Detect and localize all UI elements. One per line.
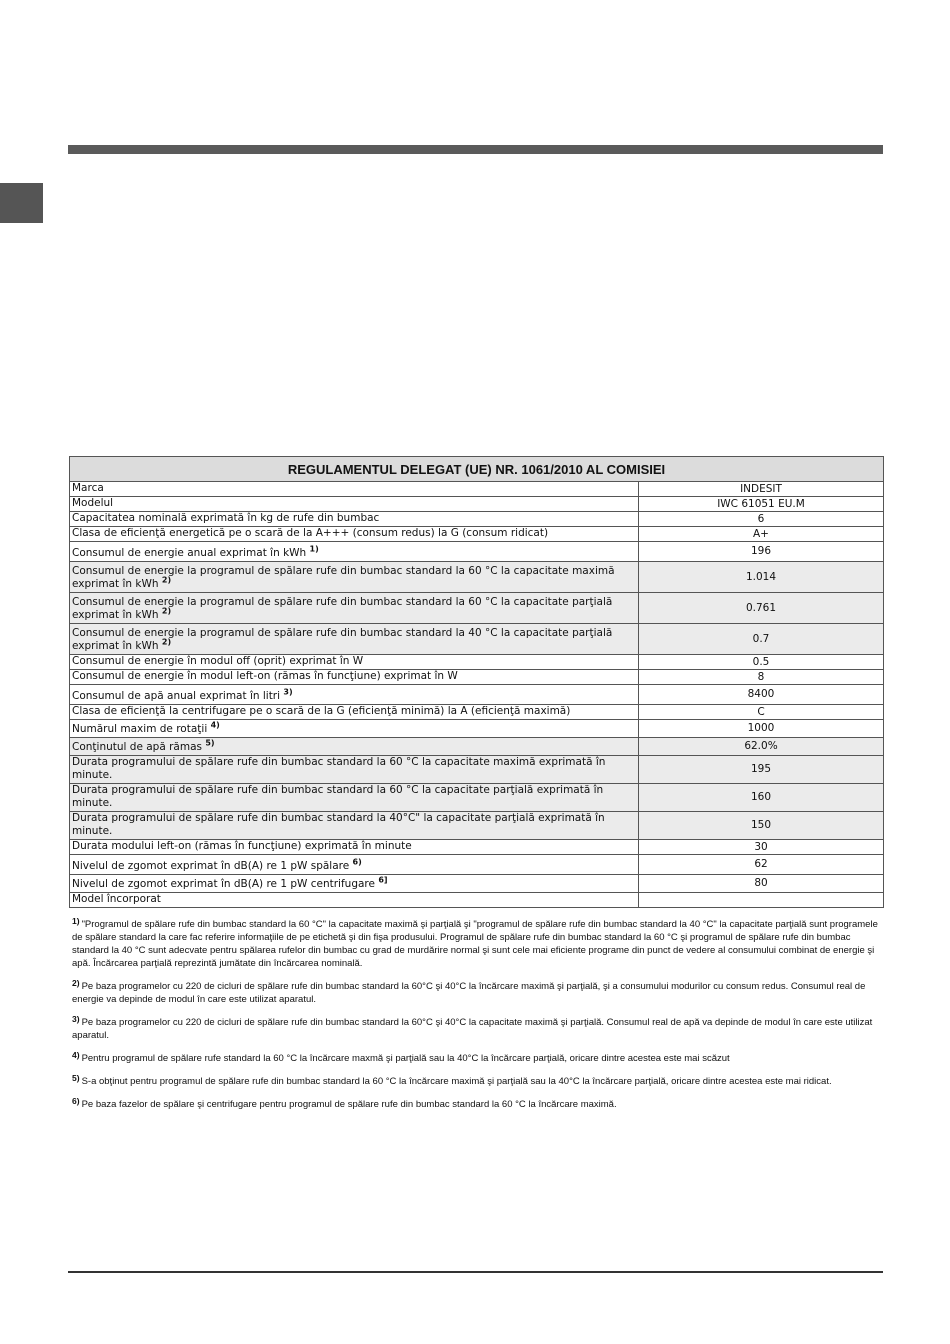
footnote-ref: 3) — [283, 687, 293, 697]
footnote-mark: 6) — [72, 1096, 80, 1106]
footnote — [72, 1049, 884, 1065]
row-value: 1000 — [639, 720, 884, 738]
row-label: Durata programului de spălare rufe din bumbac standard la 40°C" la capacitate parţială exprimată în minute. — [70, 812, 639, 840]
row-value: 0.5 — [639, 655, 884, 670]
row-value — [639, 893, 884, 908]
header-bar — [68, 145, 883, 154]
footnote-mark: 3) — [72, 1014, 80, 1024]
row-value: 6 — [639, 512, 884, 527]
table-row — [70, 784, 884, 812]
table-row — [70, 812, 884, 840]
row-value: 0.761 — [639, 593, 884, 624]
footnote-text: Pe baza programelor cu 220 de cicluri de spălare rufe din bumbac standard la 60°C şi 40°C la capacitate maximă şi parţială. Consumul real de apă va depinde de modul în care este utilizat aparatul. — [72, 1017, 873, 1041]
row-label: Model încorporat — [70, 893, 639, 908]
row-value: A+ — [639, 527, 884, 542]
row-label: Clasa de eficienţă la centrifugare pe o scară de la G (eficienţă minimă) la A (eficienţă maximă) — [70, 705, 639, 720]
language-tab — [0, 183, 43, 223]
footnote-mark: 5) — [72, 1073, 80, 1083]
row-label: Conţinutul de apă rămas $^{5)}$ — [70, 738, 639, 756]
footnote-ref: 5) — [205, 738, 215, 748]
row-label: Clasa de eficienţă energetică pe o scară de la A+++ (consum redus) la G (consum ridicat) — [70, 527, 639, 542]
row-value: 80 — [639, 875, 884, 893]
table-row — [70, 705, 884, 720]
table-row — [70, 542, 884, 562]
footnote-mark: 2) — [72, 978, 80, 988]
footnote-text: "Programul de spălare rufe din bumbac standard la 60 °C" la capacitate maximă şi parţială şi "programul de spălare rufe din bumbac standard la 40 °C" la capacitate parţială sunt programele de spălare standard la care fac referire informaţiile de pe etichetă şi din fişa produsului. Programul de spălare rufe din bumbac standard la 60 °C şi programul de spălare rufe din bumbac standard la 40 °C sunt adecvate pentru spălarea rufelor din bumbac cu grad de murdărire normal şi sunt cele mai eficiente programe din punct de vedere al consumului combinat de energie şi apă. Încărcarea parţială reprezintă jumătate din încărcarea nominală. — [72, 919, 878, 969]
row-value: 8 — [639, 670, 884, 685]
row-value: 62.0% — [639, 738, 884, 756]
footer-rule — [68, 1271, 883, 1273]
table-row — [70, 875, 884, 893]
footnote — [72, 977, 884, 1006]
footnote — [72, 1072, 884, 1088]
energy-label-table — [69, 456, 884, 908]
row-value: 195 — [639, 756, 884, 784]
footnote-ref: 6] — [378, 875, 388, 885]
row-label: Durata modului left-on (rămas în funcţiune) exprimată în minute — [70, 840, 639, 855]
footnote-ref: 6) — [352, 857, 362, 867]
row-label: Consumul de energie la programul de spălare rufe din bumbac standard la 60 °C la capacitate parţială exprimat în kWh $^{2)}$ — [70, 593, 639, 624]
row-label: Consumul de apă anual exprimat în litri $^{3)}$ — [70, 685, 639, 705]
row-value: IWC 61051 EU.M — [639, 497, 884, 512]
footnote-ref: 2) — [161, 606, 172, 616]
table-row — [70, 685, 884, 705]
table-row — [70, 655, 884, 670]
row-value: 160 — [639, 784, 884, 812]
row-label: Capacitatea nominală exprimată în kg de rufe din bumbac — [70, 512, 639, 527]
footnote-ref: 1) — [309, 544, 319, 554]
footnote-ref: 4) — [210, 720, 220, 730]
table-title: REGULAMENTUL DELEGAT (UE) NR. 1061/2010 AL COMISIEI — [70, 457, 884, 482]
row-label: Durata programului de spălare rufe din bumbac standard la 60 °C la capacitate maximă exprimată în minute. — [70, 756, 639, 784]
row-value: C — [639, 705, 884, 720]
footnote — [72, 1095, 884, 1111]
row-value: INDESIT — [639, 482, 884, 497]
table-body — [70, 482, 884, 908]
row-value: 0.7 — [639, 624, 884, 655]
footnote-mark: 1) — [72, 916, 80, 926]
table-row — [70, 720, 884, 738]
row-label: Durata programului de spălare rufe din bumbac standard la 60 °C la capacitate parţială exprimată în minute. — [70, 784, 639, 812]
row-label: Nivelul de zgomot exprimat în dB(A) re 1 pW spălare $^{6)}$ — [70, 855, 639, 875]
table-row — [70, 893, 884, 908]
footnote — [72, 915, 884, 970]
table-row — [70, 670, 884, 685]
footnote-ref: 2) — [161, 575, 172, 585]
row-label: Marca — [70, 482, 639, 497]
row-label: Consumul de energie în modul off (oprit) exprimat în W — [70, 655, 639, 670]
row-value: 196 — [639, 542, 884, 562]
footnote — [72, 1013, 884, 1042]
row-label: Consumul de energie la programul de spălare rufe din bumbac standard la 60 °C la capacitate maximă exprimat în kWh $^{2)}$ — [70, 562, 639, 593]
table-row — [70, 855, 884, 875]
row-value: 30 — [639, 840, 884, 855]
footnote-ref: 2) — [161, 637, 172, 647]
row-label: Consumul de energie la programul de spălare rufe din bumbac standard la 40 °C la capacitate parţială exprimat în kWh $^{2)}$ — [70, 624, 639, 655]
table-row — [70, 624, 884, 655]
row-label: Nivelul de zgomot exprimat în dB(A) re 1 pW centrifugare $^{6]}$ — [70, 875, 639, 893]
table-row — [70, 562, 884, 593]
table-row — [70, 738, 884, 756]
footnote-text: Pentru programul de spălare rufe standard la 60 °C la încărcare maxmă şi parţială sau la 40°C la încărcare parţială, oricare dintre acestea este mai scăzut — [81, 1053, 730, 1064]
table-row — [70, 593, 884, 624]
footnote-mark: 4) — [72, 1050, 80, 1060]
row-label: Consumul de energie anual exprimat în kWh $^{1)}$ — [70, 542, 639, 562]
row-value: 62 — [639, 855, 884, 875]
row-label: Consumul de energie în modul left-on (rămas în funcţiune) exprimat în W — [70, 670, 639, 685]
row-label: Numărul maxim de rotaţii $^{4)}$ — [70, 720, 639, 738]
table-row — [70, 840, 884, 855]
row-label: Modelul — [70, 497, 639, 512]
table-row — [70, 482, 884, 497]
table-row — [70, 756, 884, 784]
table-row — [70, 527, 884, 542]
row-value: 150 — [639, 812, 884, 840]
table-row — [70, 497, 884, 512]
row-value: 1.014 — [639, 562, 884, 593]
footnote-text: Pe baza fazelor de spălare şi centrifugare pentru programul de spălare rufe din bumbac standard la 60 °C la încărcare maximă. — [81, 1099, 617, 1110]
table-row — [70, 512, 884, 527]
footnotes — [72, 915, 884, 1118]
row-value: 8400 — [639, 685, 884, 705]
footnote-text: S-a obţinut pentru programul de spălare rufe din bumbac standard la 60 °C la încărcare maximă şi parţială sau la 40°C la încărcare parţială, oricare dintre acestea este mai ridicat. — [81, 1076, 832, 1087]
footnote-text: Pe baza programelor cu 220 de cicluri de spălare rufe din bumbac standard la 60°C şi 40°C la încărcare maximă şi parţială, şi a consumului modurilor cu consum redus. Consumul real de energie va depinde de modul în care este utilizat aparatul. — [72, 981, 866, 1005]
